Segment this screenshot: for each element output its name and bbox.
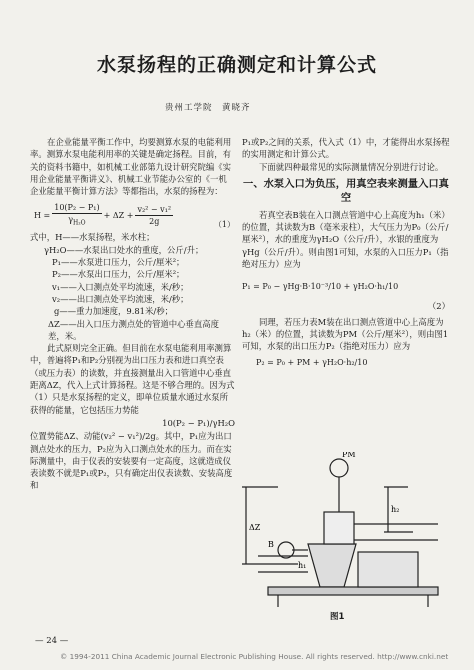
- gauge-m-label: PM: [342, 452, 356, 459]
- definition-item: v₁——入口测点处平均流速，米/秒；: [52, 281, 189, 292]
- formula-1-number: （1）: [213, 220, 235, 230]
- formula-2: [242, 274, 450, 298]
- dz-label: ΔZ: [249, 523, 261, 532]
- formula-2-text: P₁ = P₀ − γHg·B·10⁻³/10 + γH₂O·h₁/10: [242, 281, 399, 291]
- definition-item: g——重力加速度，9.81米/秒；: [54, 306, 173, 317]
- h1-label: h₁: [298, 561, 307, 570]
- definition-item: P₁——水泵进口压力，公斤/厘米²；: [52, 257, 185, 268]
- intro-paragraph: 在企业能量平衡工作中，均要测算水泵的电能利用率。测算水泵电能利用率的关键是确定扬程。目前，有关的资料书籍中，如机械工业部第九设计研究院编《实用企业能量平衡讲义》、机械工业节能办公室的《一机企业能量平衡计算方法》等都指出，水泵的扬程为：: [30, 137, 232, 197]
- page-number: — 24 —: [35, 636, 69, 646]
- gauge-b-label: B: [268, 540, 274, 549]
- body-paragraph: 同理，若压力表M装在出口测点管道中心上高度为h₂（米）的位置，其读数为PM（公斤/厘米²），则由图1可知，水泵的出口压力P₂（指绝对压力）应为: [242, 316, 449, 352]
- h2-label: h₂: [391, 505, 400, 514]
- definition-item: v₂——出口测点处平均流速，米/秒；: [52, 293, 189, 304]
- body-paragraph: 位置势能ΔZ、动能(v₂² − v₁²)/2g。其中，P₁应为出口测点处水的压力，P₂应为入口测点处水的压力。而在实际测量中，由于仪表的安装要有一定高度，这就造成仪表读数不就是P₁或P₂，只有确定出仪表读数、安装高度和: [30, 431, 233, 491]
- section-heading: 一、水泵入口为负压，用真空表来测量入口真空: [243, 177, 449, 204]
- figure-caption: 图1: [330, 612, 345, 622]
- formula-2-number: （2）: [427, 301, 450, 312]
- body-paragraph: P₁或P₂之间的关系，代入式（1）中，才能得出水泵扬程的实用测定和计算公式。: [242, 137, 450, 160]
- right-column: [242, 136, 450, 368]
- copyright-footer: © 1994-2011 China Academic Journal Electronic Publishing House. All rights reserved. http://www.cnki.net: [60, 652, 449, 661]
- formula-1: H = $\frac{\text{10(P₂ − P₁)}}{\gamma_{H_2O}}$ + ΔZ + $\frac{\text{v₂² − v₁²}}{2g}$ （1）: [34, 203, 235, 230]
- formula-3: [256, 357, 450, 368]
- body-paragraph: 此式原则完全正确。但目前在水泵电能利用率测算中，普遍将P₁和P₂分别视为出口压力表和进口真空表（或压力表）的读数，并直接测量出入口管道中心垂直距离ΔZ，代入上式计算扬程。这是不够合理的。因为式（1）只是水泵扬程的定义，即单位质量水通过水泵所获得的能量，它包括压力势能: [30, 343, 235, 415]
- article-title: 水泵扬程的正确测定和计算公式: [96, 54, 377, 76]
- pump-diagram: [238, 452, 448, 612]
- figure-1: [238, 452, 448, 612]
- inline-fraction: 10(P₂ − P₁)/γH₂O: [162, 417, 235, 428]
- definition-item: P₂——水泵出口压力，公斤/厘米²；: [52, 269, 185, 280]
- symbol-definitions: [30, 231, 235, 342]
- definition-item: ΔZ——出入口压力测点处的管道中心垂直高度差，米。: [48, 318, 219, 341]
- definition-item: γH₂O——水泵出口处水的重度，公斤/升；: [44, 244, 204, 255]
- body-paragraph: 若真空表B装在入口测点管道中心上高度为h₁（米）的位置，其读数为B（毫米汞柱），大气压力为P₀（公斤/厘米²），水的重度为γH₂O（公斤/升），水银的重度为γHg（公斤/升）。则由图1可知，水泵的入口压力P₁（指绝对压力）应为: [242, 209, 450, 270]
- left-column: [30, 136, 235, 492]
- author-line: 贵州工学院 黄晓齐: [165, 103, 251, 113]
- definition-item: 式中，H——水泵扬程，米水柱；: [30, 232, 155, 243]
- body-paragraph: 下面就四种最常见的实际测量情况分别进行讨论。: [259, 161, 444, 172]
- formula-3-text: P₂ = P₀ + PM + γH₂O·h₂/10: [256, 357, 368, 367]
